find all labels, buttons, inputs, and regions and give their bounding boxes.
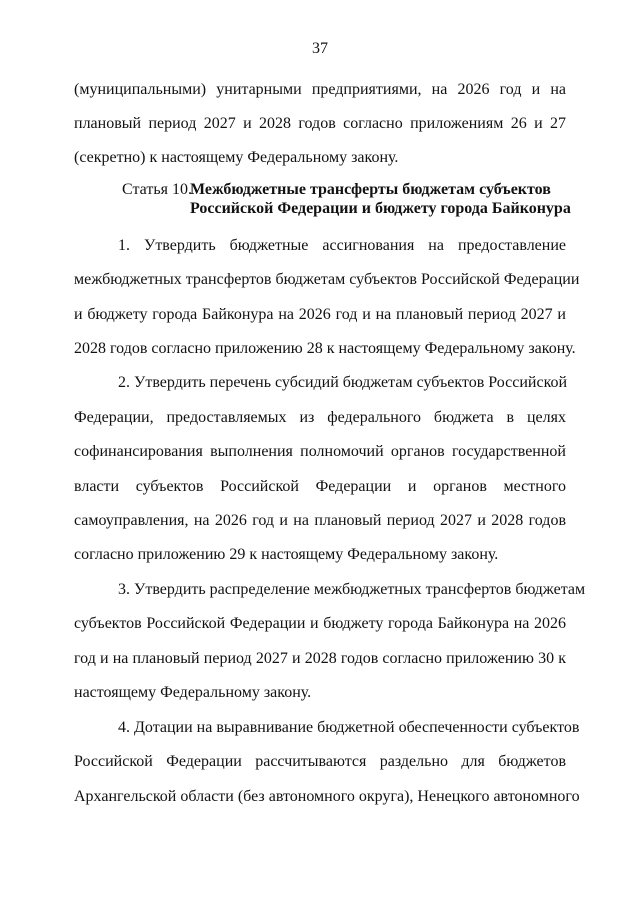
intro-line-3: (секретно) к настоящему Федеральному закону. xyxy=(74,149,399,166)
intro-line-2: плановый период 2027 и 2028 годов согласно приложениям 26 и 27 xyxy=(74,115,566,132)
paragraph-1-line-3: и бюджету города Байконура на 2026 год и на плановый период 2027 и xyxy=(74,306,566,323)
article-label: Статья 10. xyxy=(122,181,192,198)
paragraph-4-line-3: Архангельской области (без автономного округа), Ненецкого автономного xyxy=(74,788,580,805)
paragraph-2-line-6: согласно приложению 29 к настоящему Федеральному закону. xyxy=(74,546,499,563)
paragraph-1-line-2: межбюджетных трансфертов бюджетам субъектов Российской Федерации xyxy=(74,271,580,288)
paragraph-2-line-1: 2. Утвердить перечень субсидий бюджетам субъектов Российской xyxy=(118,374,568,391)
paragraph-4-line-1: 4. Дотации на выравнивание бюджетной обеспеченности субъектов xyxy=(118,719,580,736)
paragraph-3-line-4: настоящему Федеральному закону. xyxy=(74,684,312,701)
paragraph-3-line-3: год и на плановый период 2027 и 2028 годов согласно приложению 30 к xyxy=(74,650,566,667)
paragraph-1-line-1: 1. Утвердить бюджетные ассигнования на предоставление xyxy=(118,237,566,254)
paragraph-2-line-3: софинансирования выполнения полномочий органов государственной xyxy=(74,443,566,460)
paragraph-3-line-1: 3. Утвердить распределение межбюджетных трансфертов бюджетам xyxy=(118,581,586,598)
paragraph-3-line-2: субъектов Российской Федерации и бюджету города Байконура на 2026 xyxy=(74,615,566,632)
article-title-line-2: Российской Федерации и бюджету города Байконура xyxy=(190,200,571,217)
article-title-line-1: Межбюджетные трансферты бюджетам субъектов xyxy=(190,181,551,198)
paragraph-4-line-2: Российской Федерации рассчитываются раздельно для бюджетов xyxy=(74,753,566,770)
page-number: 37 xyxy=(312,40,328,57)
paragraph-2-line-4: власти субъектов Российской Федерации и органов местного xyxy=(74,478,566,495)
paragraph-2-line-2: Федерации, предоставляемых из федерального бюджета в целях xyxy=(74,409,566,426)
paragraph-1-line-4: 2028 годов согласно приложению 28 к настоящему Федеральному закону. xyxy=(74,340,576,357)
paragraph-2-line-5: самоуправления, на 2026 год и на плановый период 2027 и 2028 годов xyxy=(74,512,566,529)
intro-line-1: (муниципальными) унитарными предприятиями, на 2026 год и на xyxy=(74,81,566,98)
